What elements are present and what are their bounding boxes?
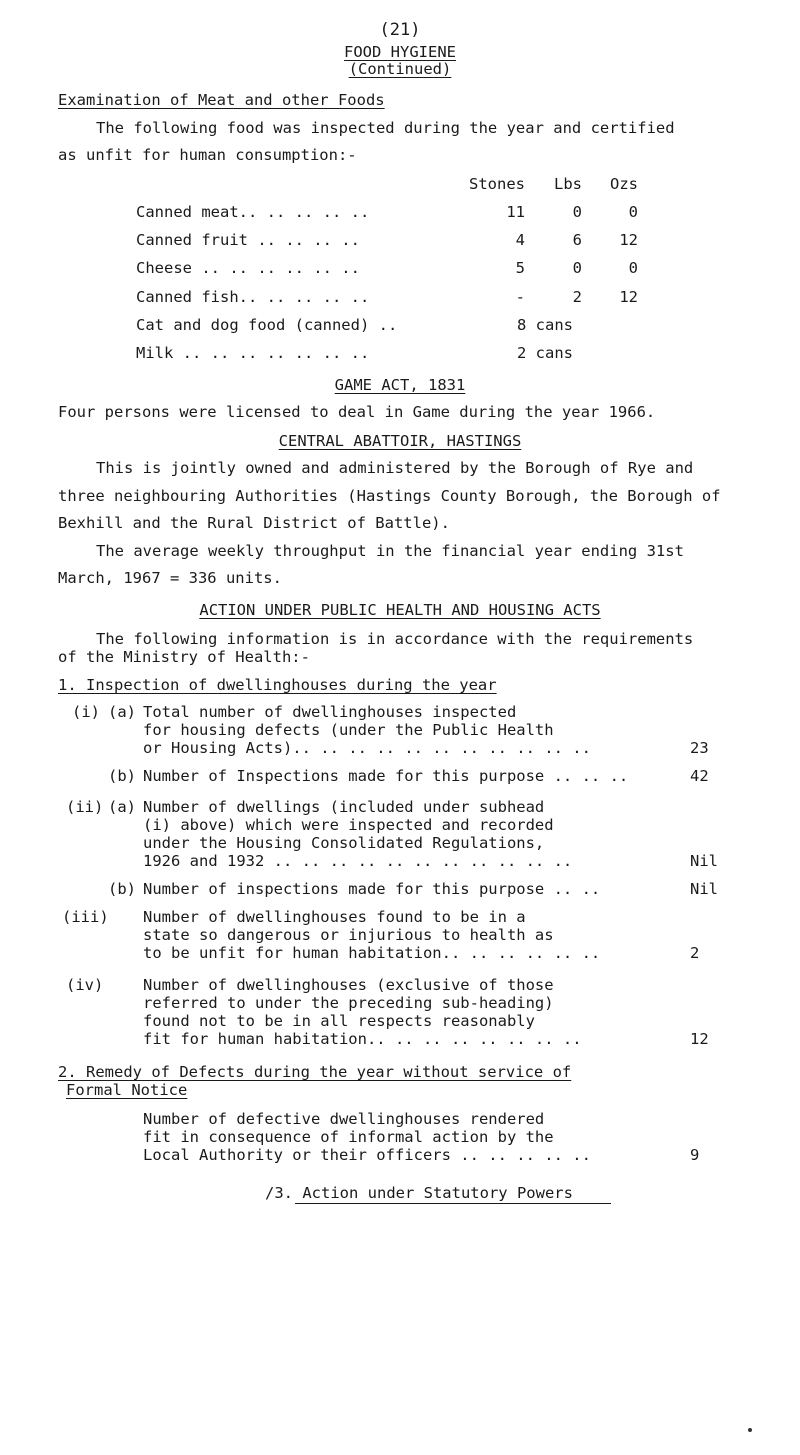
footer-ref-text: /3. Action under Statutory Powers xyxy=(265,1184,573,1202)
page-number: (21) xyxy=(379,20,421,40)
item-sub-marker: (a) xyxy=(108,798,136,816)
item-value: 23 xyxy=(690,739,709,757)
food-row-quantity: 8 cans xyxy=(517,316,573,334)
item-text-line: for housing defects (under the Public Health xyxy=(143,721,554,739)
abattoir-heading: CENTRAL ABATTOIR, HASTINGS xyxy=(278,432,522,450)
abattoir-text-line: This is jointly owned and administered by the Borough of Rye and xyxy=(96,459,694,477)
item-value: Nil xyxy=(690,852,718,870)
item-text-line: found not to be in all respects reasonably xyxy=(143,1012,535,1030)
item-sub-marker: (b) xyxy=(108,880,136,898)
item-text-line: fit for human habitation.. .. .. .. .. .. .. .. xyxy=(143,1030,582,1048)
item-text-line: Number of dwellinghouses found to be in a xyxy=(143,908,526,926)
item-marker: (i) xyxy=(72,703,100,721)
page-heading: FOOD HYGIENE xyxy=(344,43,456,61)
exam-title: Examination of Meat and other Foods xyxy=(58,91,385,109)
item-text-line: 1926 and 1932 .. .. .. .. .. .. .. .. .. .. .. xyxy=(143,852,573,870)
section2-text-line: Local Authority or their officers .. .. .. .. .. xyxy=(143,1146,591,1164)
food-row-label: Cat and dog food (canned) .. xyxy=(136,316,398,334)
footer-underline xyxy=(295,1203,611,1204)
section1-title: 1. Inspection of dwellinghouses during the year xyxy=(58,676,497,694)
item-text-line: Number of inspections made for this purpose .. .. xyxy=(143,880,601,898)
col-header-lbs: Lbs xyxy=(554,175,582,193)
food-row-stones: 5 xyxy=(515,259,525,277)
action-intro-line: The following information is in accordance with the requirements xyxy=(96,630,694,648)
food-row-label: Cheese .. .. .. .. .. .. xyxy=(136,259,360,277)
item-value: 2 xyxy=(690,944,700,962)
food-row-lbs: 0 xyxy=(572,259,582,277)
food-row-ozs: 0 xyxy=(628,259,638,277)
item-sub-marker: (b) xyxy=(108,767,136,785)
item-sub-marker: (a) xyxy=(108,703,136,721)
item-text-line: state so dangerous or injurious to health as xyxy=(143,926,554,944)
col-header-stones: Stones xyxy=(469,175,525,193)
item-text-line: Number of dwellinghouses (exclusive of those xyxy=(143,976,554,994)
food-row-label: Milk .. .. .. .. .. .. .. xyxy=(136,344,370,362)
section2-title: 2. Remedy of Defects during the year without service of xyxy=(58,1063,572,1081)
item-marker: (iii) xyxy=(62,908,109,926)
section2-text-line: fit in consequence of informal action by the xyxy=(143,1128,554,1146)
item-text-line: Number of dwellings (included under subhead xyxy=(143,798,545,816)
food-row-lbs: 2 xyxy=(572,288,582,306)
abattoir-text-line: March, 1967 = 336 units. xyxy=(58,569,282,587)
item-text-line: Number of Inspections made for this purpose .. .. .. xyxy=(143,767,629,785)
food-row-ozs: 0 xyxy=(628,203,638,221)
item-marker: (iv) xyxy=(66,976,104,994)
food-row-ozs: 12 xyxy=(619,231,638,249)
section2-text-line: Number of defective dwellinghouses rendered xyxy=(143,1110,545,1128)
item-value: 42 xyxy=(690,767,709,785)
footer-continuation xyxy=(265,1186,573,1202)
item-text-line: Total number of dwellinghouses inspected xyxy=(143,703,517,721)
item-marker: (ii) xyxy=(66,798,104,816)
section2-title-cont: Formal Notice xyxy=(66,1081,188,1099)
food-row-ozs: 12 xyxy=(619,288,638,306)
food-row-quantity: 2 cans xyxy=(517,344,573,362)
abattoir-text-line: The average weekly throughput in the financial year ending 31st xyxy=(96,542,684,560)
food-row-label: Canned fruit .. .. .. .. xyxy=(136,231,360,249)
item-text-line: or Housing Acts).. .. .. .. .. .. .. .. .. .. .. xyxy=(143,739,591,757)
food-row-stones: 4 xyxy=(515,231,525,249)
item-value: 12 xyxy=(690,1030,709,1048)
abattoir-text-line: Bexhill and the Rural District of Battle). xyxy=(58,514,450,532)
action-heading: ACTION UNDER PUBLIC HEALTH AND HOUSING ACTS xyxy=(199,601,601,619)
food-row-lbs: 0 xyxy=(572,203,582,221)
page-subheading: (Continued) xyxy=(348,60,452,78)
food-row-stones: - xyxy=(515,288,525,306)
food-row-label: Canned fish.. .. .. .. .. xyxy=(136,288,370,306)
abattoir-text-line: three neighbouring Authorities (Hastings County Borough, the Borough of xyxy=(58,487,721,505)
item-text-line: (i) above) which were inspected and recorded xyxy=(143,816,554,834)
section2-value: 9 xyxy=(690,1146,700,1164)
page-speck xyxy=(748,1428,752,1432)
food-row-lbs: 6 xyxy=(572,231,582,249)
game-act-heading: GAME ACT, 1831 xyxy=(334,376,466,394)
game-act-text: Four persons were licensed to deal in Game during the year 1966. xyxy=(58,403,656,421)
item-text-line: to be unfit for human habitation.. .. .. .. .. .. xyxy=(143,944,601,962)
col-header-ozs: Ozs xyxy=(610,175,638,193)
item-text-line: under the Housing Consolidated Regulations, xyxy=(143,834,545,852)
food-row-label: Canned meat.. .. .. .. .. xyxy=(136,203,370,221)
exam-intro-line2: as unfit for human consumption:- xyxy=(58,146,357,164)
exam-intro-line1: The following food was inspected during the year and certified xyxy=(96,119,675,137)
food-row-stones: 11 xyxy=(506,203,525,221)
item-value: Nil xyxy=(690,880,718,898)
item-text-line: referred to under the preceding sub-heading) xyxy=(143,994,554,1012)
action-intro-line: of the Ministry of Health:- xyxy=(58,648,310,666)
